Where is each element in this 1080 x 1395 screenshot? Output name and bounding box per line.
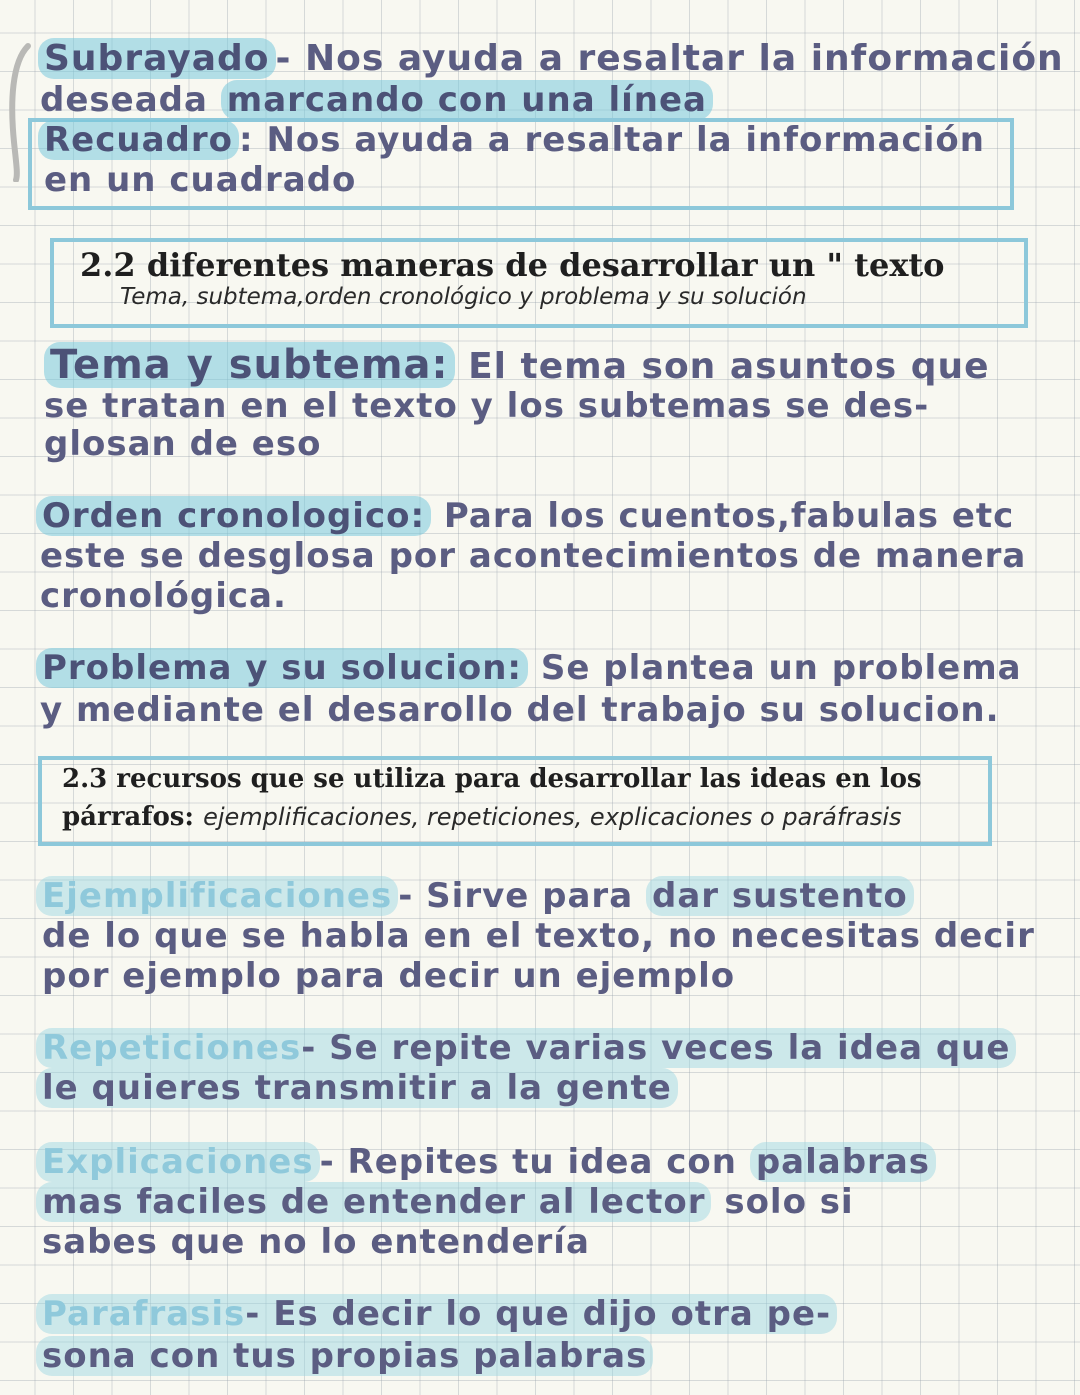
problema-line2: y mediante el desarollo del trabajo su solucion.: [40, 690, 1000, 730]
tema-term: Tema y subtema:: [44, 342, 455, 388]
tema-line2: se tratan en el texto y los subtemas se des-: [44, 386, 930, 426]
parafrasis-term: Parafrasis: [42, 1294, 246, 1334]
explicaciones-line3: sabes que no lo entendería: [42, 1222, 590, 1262]
recuadro-term: Recuadro: [38, 120, 239, 160]
explicaciones-line2: mas faciles de entender al lector solo si: [36, 1182, 854, 1222]
subrayado-line1: Subrayado - Nos ayuda a resaltar la información: [38, 38, 1064, 79]
orden-line2: este se desglosa por acontecimientos de manera: [40, 536, 1027, 576]
section22-title: 2.2 diferentes maneras de desarrollar un " texto: [80, 246, 945, 284]
ejemplificaciones-term: Ejemplificaciones: [36, 876, 398, 916]
ejemplificaciones-highlight: dar sustento: [646, 876, 914, 916]
recuadro-line1: Recuadro : Nos ayuda a resaltar la información: [38, 120, 985, 160]
tema-line1: Tema y subtema: El tema son asuntos que: [44, 342, 990, 388]
repeticiones-term: Repeticiones: [42, 1028, 302, 1068]
section23-title-line2: párrafos: ejemplificaciones, repeticiones, explicaciones o paráfrasis: [62, 802, 902, 832]
tema-line3: glosan de eso: [44, 424, 322, 464]
repeticiones-line2: le quieres transmitir a la gente: [36, 1068, 678, 1108]
ejemplificaciones-line3: por ejemplo para decir un ejemplo: [42, 956, 736, 996]
recuadro-line2: en un cuadrado: [44, 160, 357, 200]
subrayado-highlight: marcando con una línea: [221, 80, 713, 120]
section23-title-line1: 2.3 recursos que se utiliza para desarrollar las ideas en los: [62, 764, 922, 794]
repeticiones-line1: Repeticiones- Se repite varias veces la idea que: [36, 1028, 1016, 1068]
parafrasis-line1: Parafrasis- Es decir lo que dijo otra pe-: [36, 1294, 837, 1334]
problema-line1: Problema y su solucion: Se plantea un problema: [36, 648, 1022, 688]
ejemplificaciones-line1: Ejemplificaciones - Sirve para dar sustento: [36, 876, 914, 916]
explicaciones-term: Explicaciones: [36, 1142, 320, 1182]
orden-term: Orden cronologico:: [36, 496, 431, 536]
explicaciones-highlight-1: palabras: [750, 1142, 936, 1182]
orden-line1: Orden cronologico: Para los cuentos,fabulas etc: [36, 496, 1014, 536]
section22-subtitle: Tema, subtema,orden cronológico y problema y su solución: [120, 284, 807, 310]
orden-line3: cronológica.: [40, 576, 287, 616]
parafrasis-line2: sona con tus propias palabras: [36, 1336, 653, 1376]
subrayado-line2: deseada marcando con una línea: [40, 80, 713, 120]
problema-term: Problema y su solucion:: [36, 648, 528, 688]
subrayado-term: Subrayado: [38, 38, 276, 79]
ejemplificaciones-line2: de lo que se habla en el texto, no necesitas decir: [42, 916, 1035, 956]
explicaciones-highlight-2: mas faciles de entender al lector: [36, 1182, 711, 1222]
explicaciones-line1: Explicaciones - Repites tu idea con palabras: [36, 1142, 936, 1182]
